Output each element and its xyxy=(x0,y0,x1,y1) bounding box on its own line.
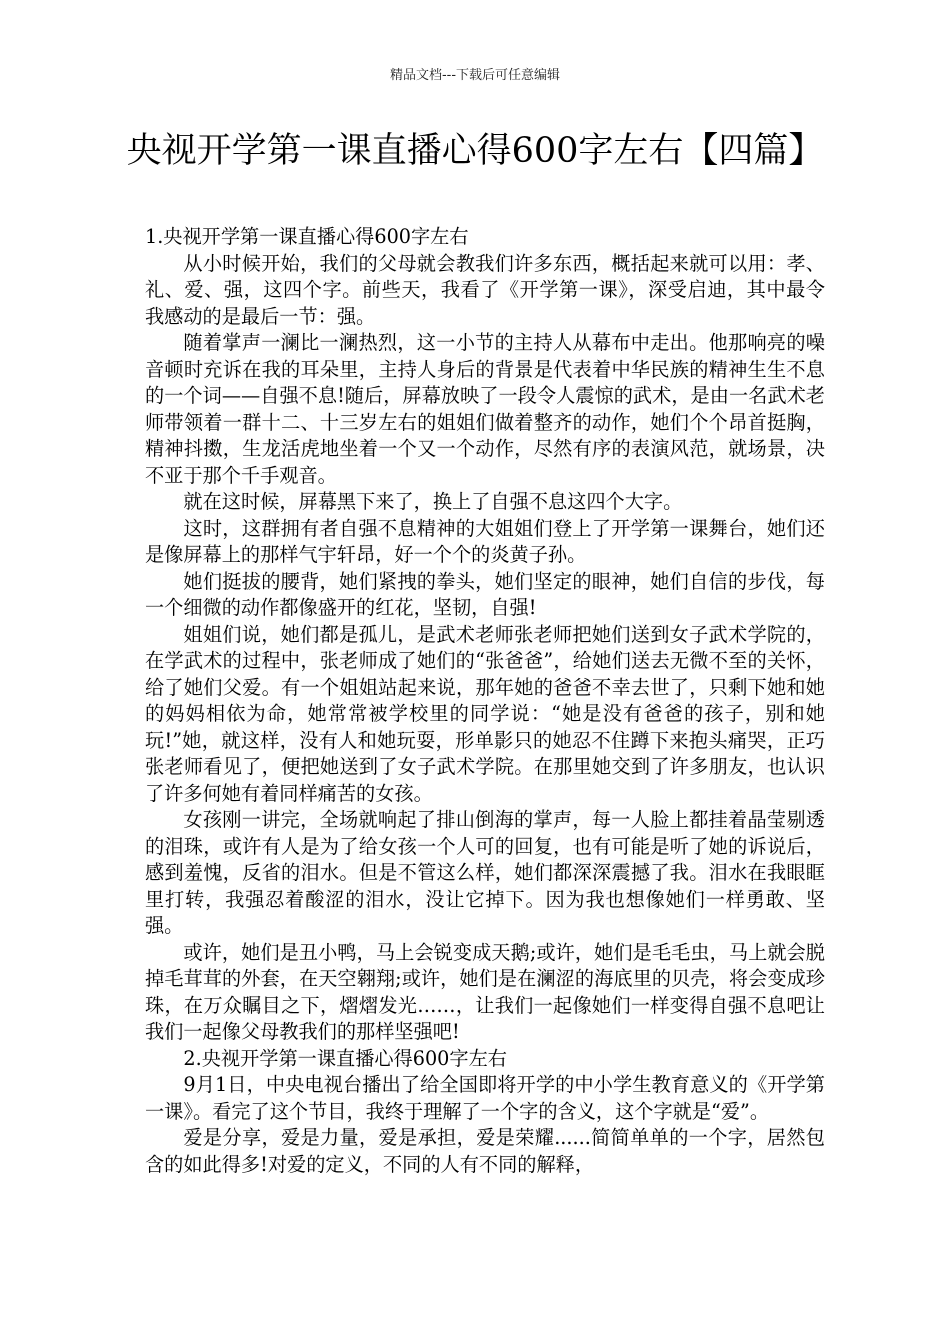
document-title: 央视开学第一课直播心得600字左右【四篇】 xyxy=(126,131,824,171)
body-paragraph: 她们挺拔的腰背，她们紧拽的拳头，她们坚定的眼神，她们自信的步伐，每一个细微的动作都像盛开的红花，坚韧，自强! xyxy=(145,569,825,619)
body-paragraph: 女孩刚一讲完，全场就响起了排山倒海的掌声，每一人脸上都挂着晶莹剔透的泪珠，或许有人是为了给女孩一个人可的回复，也有可能是听了她的诉说后，感到羞愧，反省的泪水。但是不管这么样，她们都深深震撼了我。泪水在我眼眶里打转，我强忍着酸涩的泪水，没让它掉下。因为我也想像她们一样勇敢、坚强。 xyxy=(145,808,825,937)
body-paragraph: 姐姐们说，她们都是孤儿，是武术老师张老师把她们送到女子武术学院的，在学武术的过程中，张老师成了她们的“张爸爸”，给她们送去无微不至的关怀，给了她们父爱。有一个姐姐站起来说，那年她的爸爸不幸去世了，只剩下她和她的妈妈相依为命，她常常被学校里的同学说：“她是没有爸爸的孩子，别和她玩!”她，就这样，没有人和她玩耍，形单影只的她忍不住蹲下来抱头痛哭，正巧张老师看见了，便把她送到了女子武术学院。在那里她交到了许多朋友，也认识了许多何她有着同样痛苦的女孩。 xyxy=(145,622,825,805)
body-paragraph: 这时，这群拥有者自强不息精神的大姐姐们登上了开学第一课舞台，她们还是像屏幕上的那样气宇轩昂，好一个个的炎黄子孙。 xyxy=(145,516,825,566)
section-heading: 1.央视开学第一课直播心得600字左右 xyxy=(145,225,469,248)
body-paragraph: 从小时候开始，我们的父母就会教我们许多东西，概括起来就可以用：孝、礼、爱、强，这四个字。前些天，我看了《开学第一课》，深受启迪，其中最令我感动的是最后一节：强。 xyxy=(145,251,825,328)
body-paragraph: 随着掌声一澜比一澜热烈，这一小节的主持人从幕布中走出。他那响亮的噪音顿时充诉在我的耳朵里，主持人身后的背景是代表着中华民族的精神生生不息的一个词——自强不息!随后，屏幕放映了一段令人震惊的武术，是由一名武术老师带领着一群十二、十三岁左右的姐姐们做着整齐的动作，她们个个昂首挺胸，精神抖擞，生龙活虎地坐着一个又一个动作，尽然有序的表演风范，就场景，决不亚于那个千手观音。 xyxy=(145,331,825,487)
document-body xyxy=(145,224,825,1178)
body-paragraph: 就在这时候，屏幕黑下来了，换上了自强不息这四个大字。 xyxy=(183,490,683,513)
body-paragraph: 或许，她们是丑小鸭，马上会锐变成天鹅;或许，她们是毛毛虫，马上就会脱掉毛茸茸的外套，在天空翱翔;或许，她们是在澜涩的海底里的贝壳，将会变成珍珠，在万众瞩目之下，熠熠发光……，让我们一起像她们一样变得自强不息吧让我们一起像父母教我们的那样坚强吧! xyxy=(145,940,825,1043)
section-heading: 2.央视开学第一课直播心得600字左右 xyxy=(183,1046,507,1070)
body-paragraph: 9月1日，中央电视台播出了给全国即将开学的中小学生教育意义的《开学第一课》。看完了这个节目，我终于理解了一个字的含义，这个字就是“爱”。 xyxy=(145,1073,825,1123)
page-header: 精品文档---下载后可任意编辑 xyxy=(389,68,561,83)
body-paragraph: 爱是分享，爱是力量，爱是承担，爱是荣耀......简简单单的一个字，居然包含的如此得多!对爱的定义，不同的人有不同的解释， xyxy=(145,1126,825,1176)
